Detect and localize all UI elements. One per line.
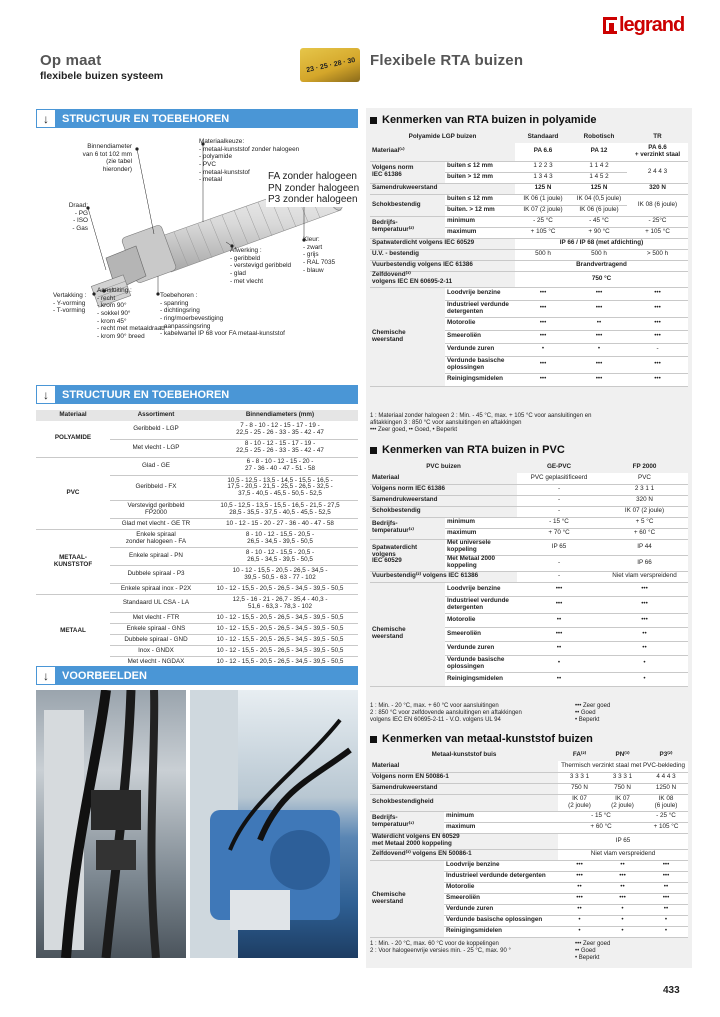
tape-text: 23 · 25 · 28 · 30 bbox=[305, 56, 356, 75]
t1-samen-rob: 125 N bbox=[571, 183, 627, 194]
t3-volgens-fa: 3 3 3 1 bbox=[558, 772, 601, 783]
t2-chem-rating: •• bbox=[517, 613, 601, 627]
t1-uv-std: 500 h bbox=[515, 249, 571, 260]
t2-tmin-ge: - 15 °C bbox=[517, 517, 601, 528]
t3-samen-fa: 750 N bbox=[558, 783, 601, 794]
t2-vuur-ge: - bbox=[517, 571, 601, 582]
t2-row-ge: - bbox=[517, 484, 601, 495]
t3-schok-label: Schokbestendigheid bbox=[370, 794, 558, 811]
t1-zelf-label: Zelfdovend⁽³⁾ volgens IEC EN 60695-2-11 bbox=[370, 271, 515, 287]
t3-tmax-label: maximum bbox=[444, 822, 558, 833]
t1-chem-rating: • bbox=[571, 343, 627, 356]
t1-s1-label: buiten ≤ 12 mm bbox=[445, 194, 515, 205]
t1-materiaal-tr: PA 6.6 + verzinkt staal bbox=[627, 143, 688, 161]
t2-chem-rating: ••• bbox=[601, 596, 688, 613]
section-pvc-title: Kenmerken van RTA buizen in PVC bbox=[382, 444, 565, 456]
t3-schok-p3: IK 08 (6 joule) bbox=[644, 794, 688, 811]
t3-chem-rating: •• bbox=[644, 882, 688, 893]
t1-volgens: Volgens norm IEC 61386 bbox=[370, 161, 445, 183]
t1-samen-tr: 320 N bbox=[627, 183, 688, 194]
t2-sp2-fp: IP 66 bbox=[601, 555, 688, 571]
banner-structure-2 bbox=[36, 385, 358, 404]
section-polyamide bbox=[370, 114, 597, 126]
assortiment-cell: Met vlecht - LGP bbox=[110, 439, 202, 457]
t1-chem-item: Verdunde basische oplossingen bbox=[445, 356, 515, 373]
assortiment-cell: Inox - GNDX bbox=[110, 646, 202, 657]
t1-chem-item: Smeeroliën bbox=[445, 330, 515, 343]
t3-chem-item: Reinigingsmidelen bbox=[444, 926, 558, 937]
t2-chem-item: Verdunde basische oplossingen bbox=[445, 655, 517, 672]
t1-tmax-std: + 105 °C bbox=[515, 227, 571, 238]
t1-head-1: Standaard bbox=[527, 133, 559, 141]
t2-sp1-label: Met universele koppeling bbox=[445, 539, 517, 555]
t1-s2-label: buiten. > 12 mm bbox=[445, 205, 515, 216]
square-bullet-icon bbox=[370, 736, 377, 743]
t1-tmin-tr: - 25°C bbox=[627, 216, 688, 227]
t2-tmax-fp: + 60 °C bbox=[601, 528, 688, 539]
material-cell: PVC bbox=[36, 457, 110, 530]
t2-chem-rating: •• bbox=[517, 672, 601, 686]
t1-chem-rating: ••• bbox=[515, 317, 571, 330]
assortiment-cell: Glad met vlecht - GE TR bbox=[110, 519, 202, 530]
t2-chem-rating: ••• bbox=[517, 596, 601, 613]
t2-head-1: GE-PVC bbox=[546, 463, 572, 471]
assortiment-cell: Met vlecht - FTR bbox=[110, 613, 202, 624]
t3-zelf-val: Niet vlam verspreidend bbox=[558, 849, 688, 860]
arrow-down-icon: ↓ bbox=[36, 385, 56, 404]
t2-sp1-ge: IP 65 bbox=[517, 539, 601, 555]
banner-label: STRUCTUUR EN TOEBEHOREN bbox=[62, 388, 230, 401]
t3-water-val: IP 65 bbox=[558, 833, 688, 849]
t2-temp: Bedrijfs- temperatuur⁽¹⁾ bbox=[370, 517, 445, 539]
diameters-cell: 7 - 8 - 10 - 12 - 15 - 17 - 19 - 22,5 - 25 - 26 - 33 - 35 - 42 - 47 bbox=[202, 421, 358, 439]
t3-samen-pn: 750 N bbox=[601, 783, 644, 794]
diameters-cell: 8 - 10 - 12 - 15,5 - 20,5 - 26,5 - 34,5 - 39,5 - 50,5 bbox=[202, 548, 358, 566]
label-afwerking: Afwerking : - geribbeld - verstevigd geribbeld - glad - met vlecht bbox=[230, 247, 292, 285]
t3-chem-rating: ••• bbox=[558, 893, 601, 904]
t2-head-0: PVC buizen bbox=[426, 463, 461, 471]
t2-row-label: Volgens norm IEC 61386 bbox=[370, 484, 517, 495]
t1-head-2: Robotisch bbox=[583, 133, 615, 141]
section-metaal-title: Kenmerken van metaal-kunststof buizen bbox=[382, 733, 593, 745]
diameters-cell: 10 - 12 - 15,5 - 20,5 - 26,5 - 34,5 - 39,5 - 50,5 bbox=[202, 646, 358, 657]
t2-vuur-label: Vuurbestendig⁽²⁾ volgens IEC 61386 bbox=[370, 571, 517, 582]
t3-chem-rating: ••• bbox=[601, 871, 644, 882]
t1-chem-rating: ••• bbox=[627, 317, 688, 330]
t3-chem-rating: •• bbox=[558, 882, 601, 893]
t3-schok-pn: IK 07 (2 joule) bbox=[601, 794, 644, 811]
brand-name: legrand bbox=[619, 13, 685, 36]
t3-materiaal-val: Thermisch verzinkt staal met PVC-bekleding bbox=[558, 761, 688, 772]
t3-head-3: P3⁽²⁾ bbox=[659, 751, 673, 759]
table-row bbox=[370, 506, 688, 517]
t2-chem-rating: ••• bbox=[601, 613, 688, 627]
diameters-cell: 10 - 12 - 15,5 - 20,5 - 26,5 - 34,5 - 39,5 - 50,5 bbox=[202, 613, 358, 624]
t3-chem-rating: • bbox=[601, 904, 644, 915]
label-toebehoren: Toebehoren : - spanring - dichtingsring - ring/moerbevestiging - aanpassingsring - kabelwartel IP 68 voor FA metaal-kunststof bbox=[160, 292, 285, 338]
table-row bbox=[370, 495, 688, 506]
t1-tmax-tr: + 105 °C bbox=[627, 227, 688, 238]
diameters-cell: 10 - 12 - 15 - 20 - 27 - 36 - 40 - 47 - 58 bbox=[202, 519, 358, 530]
banner-label: VOORBEELDEN bbox=[62, 669, 147, 682]
diameters-cell: 10,5 - 12,5 - 13,5 - 15,5 - 16,5 - 21,5 - 27,5 28,5 - 35,5 - 37,5 - 40,5 - 45,5 - 52,5 bbox=[202, 501, 358, 519]
t1-chem-rating: ••• bbox=[515, 373, 571, 386]
t1-schok: Schokbestendig bbox=[370, 194, 445, 216]
t1-temp: Bedrijfs- temperatuur⁽²⁾ bbox=[370, 216, 445, 238]
t2-tmin-label: minimum bbox=[445, 517, 517, 528]
t1-chem-rating: ••• bbox=[571, 356, 627, 373]
t1-chem-rating: ••• bbox=[515, 287, 571, 300]
arrow-down-icon: ↓ bbox=[36, 109, 56, 128]
t2-chem-label: Chemische weerstand bbox=[370, 582, 445, 686]
legrand-logo-mark bbox=[603, 17, 617, 34]
diameters-cell: 10 - 12 - 15,5 - 20,5 - 26,5 - 34,5 - 39,5 - 50,5 bbox=[202, 624, 358, 635]
t2-chem-rating: • bbox=[601, 672, 688, 686]
assortiment-cell: Geribbeld - FX bbox=[110, 475, 202, 501]
t1-chem-rating: ••• bbox=[515, 300, 571, 317]
t3-chem-rating: ••• bbox=[601, 893, 644, 904]
t2-tmax-ge: + 70 °C bbox=[517, 528, 601, 539]
t2-row-ge: - bbox=[517, 506, 601, 517]
t2-sp2-ge: - bbox=[517, 555, 601, 571]
t3-volgens-p3: 4 4 4 3 bbox=[644, 772, 688, 783]
t2-chem-item: Loodvrije benzine bbox=[445, 582, 517, 596]
label-aansluiting: Aansluiting : - recht - krom 90° - sokkel 90° - krom 45° - recht met metaaldraad - krom 90° breed bbox=[97, 287, 165, 341]
t1-chem-item: Reinigingsmidelen bbox=[445, 373, 515, 386]
t3-chem-item: Loodvrije benzine bbox=[444, 860, 558, 871]
t3-tmax-p3: + 105 °C bbox=[644, 822, 688, 833]
t3-samen-p3: 1250 N bbox=[644, 783, 688, 794]
t3-tmin-label: minimum bbox=[444, 811, 558, 822]
t1-chem-rating: ••• bbox=[515, 356, 571, 373]
col-header-assortiment: Assortiment bbox=[137, 411, 175, 419]
table-row bbox=[370, 484, 688, 495]
t2-chem-rating: •• bbox=[517, 641, 601, 655]
t2-row-fp: 320 N bbox=[601, 495, 688, 506]
table-row bbox=[36, 530, 358, 548]
t1-v2-rob: 1 4 5 2 bbox=[571, 172, 627, 183]
t3-chem-rating: • bbox=[644, 915, 688, 926]
chem-row bbox=[370, 287, 688, 300]
diameter-table bbox=[36, 410, 358, 668]
assortiment-cell: Met vlecht - NGDAX bbox=[110, 657, 202, 668]
assortiment-cell: Standaard UL CSA - LA bbox=[110, 595, 202, 613]
t1-materiaal-label: Materiaal⁽¹⁾ bbox=[370, 143, 515, 161]
t2-chem-rating: • bbox=[601, 655, 688, 672]
t2-chem-rating: •• bbox=[601, 641, 688, 655]
t3-head-2: PN⁽³⁾ bbox=[615, 751, 630, 759]
t1-vuur-val: Brandvertragend bbox=[515, 260, 688, 271]
section-polyamide-title: Kenmerken van RTA buizen in polyamide bbox=[382, 114, 597, 126]
t3-tmin-p3: - 25 °C bbox=[644, 811, 688, 822]
t2-chem-item: Industrieel verdunde detergenten bbox=[445, 596, 517, 613]
t1-v-tr: 2 4 4 3 bbox=[627, 161, 688, 183]
overlay-halogeen: FA zonder halogeen PN zonder halogeen P3 zonder halogeen bbox=[268, 171, 360, 205]
t1-chem-rating: ••• bbox=[571, 330, 627, 343]
t1-uv-rob: 500 h bbox=[571, 249, 627, 260]
t3-chem-rating: •• bbox=[601, 882, 644, 893]
measuring-tape-image bbox=[300, 48, 360, 82]
banner-structure-1 bbox=[36, 109, 358, 128]
assortiment-cell: Enkele spiraal inox - P2X bbox=[110, 584, 202, 595]
t2-sp2-label: Met Metaal 2000 koppeling bbox=[445, 555, 517, 571]
assortiment-cell: Enkele spiraal - GNS bbox=[110, 624, 202, 635]
t1-v1-rob: 1 1 4 2 bbox=[571, 161, 627, 172]
t2-vuur-fp: Niet vlam verspreidend bbox=[601, 571, 688, 582]
t3-chem-rating: • bbox=[558, 915, 601, 926]
banner-label: STRUCTUUR EN TOEBEHOREN bbox=[62, 112, 230, 125]
t1-tmax-rob: + 90 °C bbox=[571, 227, 627, 238]
t2-row-fp: 2 3 1 1 bbox=[601, 484, 688, 495]
assortiment-cell: Verstevigd geribbeld FP2000 bbox=[110, 501, 202, 519]
t1-s2-rob: IK 06 (6 joule) bbox=[571, 205, 627, 216]
t3-chem-label: Chemische weerstand bbox=[370, 860, 444, 937]
section-metaal bbox=[370, 733, 593, 745]
t1-v1-label: buiten ≤ 12 mm bbox=[445, 161, 515, 172]
t3-chem-rating: ••• bbox=[644, 871, 688, 882]
t3-materiaal-label: Materiaal bbox=[370, 761, 558, 772]
polyamide-table bbox=[370, 132, 688, 387]
t2-row-label: Samendrukweerstand bbox=[370, 495, 517, 506]
chem-row bbox=[370, 860, 688, 871]
t3-note-left: 1 : Min. - 20 °C, max. 60 °C voor de koppelingen 2 : Voor halogeenvrije versies min. - 25 °C, max. 90 ° bbox=[370, 941, 511, 955]
table-row bbox=[370, 473, 688, 484]
t1-chem-rating: • bbox=[515, 343, 571, 356]
label-binnendiameter: Binnendiameter van 6 tot 102 mm (zie tabel hieronder) bbox=[82, 143, 132, 174]
t3-chem-rating: ••• bbox=[644, 893, 688, 904]
t3-head-1: FA⁽²⁾ bbox=[572, 751, 587, 759]
assortiment-cell: Dubbele spiraal - GND bbox=[110, 635, 202, 646]
table-row bbox=[36, 421, 358, 439]
t2-tmin-fp: + 5 °C bbox=[601, 517, 688, 528]
table-row bbox=[36, 457, 358, 475]
t2-row-fp: PVC bbox=[601, 473, 688, 484]
t2-sp1-fp: IP 44 bbox=[601, 539, 688, 555]
arrow-down-icon: ↓ bbox=[36, 666, 56, 685]
t2-note-left: 1 : Min. - 20 °C, max. + 60 °C voor aansluitingen 2 : 850 °C voor zelfdovende aansluitingen en aftakkingen volgens IEC EN 60695-2-11 - V.O. volgens UL 94 bbox=[370, 703, 522, 724]
material-cell: POLYAMIDE bbox=[36, 421, 110, 457]
material-cell: METAAL- KUNSTSTOF bbox=[36, 530, 110, 595]
t1-head-0: Polyamide LGP buizen bbox=[408, 133, 477, 141]
t1-samen-label: Samendrukweerstand bbox=[370, 183, 515, 194]
page-title-right: Flexibele RTA buizen bbox=[370, 52, 524, 69]
assortiment-cell: Geribbeld - LGP bbox=[110, 421, 202, 439]
photo-1-cables bbox=[36, 690, 186, 958]
t3-chem-rating: ••• bbox=[558, 871, 601, 882]
t2-tmax-label: maximum bbox=[445, 528, 517, 539]
t2-chem-rating: ••• bbox=[517, 582, 601, 596]
t2-row-fp: IK 07 (2 joule) bbox=[601, 506, 688, 517]
t1-s2-std: IK 07 (2 joule) bbox=[515, 205, 571, 216]
assortiment-cell: Enkele spiraal - PN bbox=[110, 548, 202, 566]
t3-chem-rating: • bbox=[601, 915, 644, 926]
t3-volgens-label: Volgens norm EN 50086-1 bbox=[370, 772, 558, 783]
legrand-logo bbox=[603, 14, 684, 36]
t1-materiaal-std: PA 6.6 bbox=[515, 143, 571, 161]
diameters-cell: 8 - 10 - 12 - 15,5 - 20,5 - 26,5 - 34,5 - 39,5 - 50,5 bbox=[202, 530, 358, 548]
example-photo-2 bbox=[190, 690, 358, 958]
t3-volgens-pn: 3 3 3 1 bbox=[601, 772, 644, 783]
col-header-materiaal: Materiaal bbox=[59, 411, 87, 419]
t2-chem-item: Reinigingsmidelen bbox=[445, 672, 517, 686]
t1-chem-item: Verdunde zuren bbox=[445, 343, 515, 356]
t1-v2-label: buiten > 12 mm bbox=[445, 172, 515, 183]
page-subtitle-left: flexibele buizen systeem bbox=[40, 70, 164, 82]
diameters-cell: 8 - 10 - 12 - 15 - 17 - 19 - 22,5 - 25 - 26 - 33 - 35 - 42 - 47 bbox=[202, 439, 358, 457]
t3-tmin-fapn: - 15 °C bbox=[558, 811, 644, 822]
t1-chem-item: Industrieel verdunde detergenten bbox=[445, 300, 515, 317]
material-cell: METAAL bbox=[36, 595, 110, 668]
assortiment-cell: Dubbele spiraal - P3 bbox=[110, 566, 202, 584]
t1-chem-rating: ••• bbox=[571, 300, 627, 317]
t1-uv-tr: > 500 h bbox=[627, 249, 688, 260]
t1-chem-rating: ••• bbox=[571, 287, 627, 300]
diameters-cell: 10 - 12 - 15,5 - 20,5 - 26,5 - 34,5 - 39,5 - 50,5 bbox=[202, 657, 358, 668]
t3-head-0: Metaal-kunststof buis bbox=[431, 751, 497, 759]
t1-s1-std: IK 06 (1 joule) bbox=[515, 194, 571, 205]
t1-tmin-std: - 25 °C bbox=[515, 216, 571, 227]
assortiment-cell: Enkele spiraal zonder halogeen - FA bbox=[110, 530, 202, 548]
t1-note: 1 : Materiaal zonder halogeen 2 : Min. - 45 °C, max. + 105 °C voor aansluitingen en afitakkingen 3 : 850 °C voor aansluitingen en aftakkingen ••• Zeer goed, •• Goed, • Beperkt bbox=[370, 413, 592, 434]
t2-head-2: FP 2000 bbox=[632, 463, 657, 471]
t1-chem-rating: ••• bbox=[515, 330, 571, 343]
t2-chem-rating: • bbox=[517, 655, 601, 672]
t1-uv-label: U.V. - bestendig bbox=[370, 249, 515, 260]
t3-chem-rating: ••• bbox=[558, 860, 601, 871]
t3-chem-rating: • bbox=[558, 926, 601, 937]
example-photo-1 bbox=[36, 690, 186, 958]
t3-chem-item: Industrieel verdunde detergenten bbox=[444, 871, 558, 882]
t1-s1-rob: IK 04 (0,5 joule) bbox=[571, 194, 627, 205]
t3-chem-rating: •• bbox=[558, 904, 601, 915]
t2-chem-rating: ••• bbox=[601, 582, 688, 596]
t3-schok-fa: IK 07 (2 joule) bbox=[558, 794, 601, 811]
t1-chem-item: Loodvrije benzine bbox=[445, 287, 515, 300]
t1-materiaal-rob: PA 12 bbox=[571, 143, 627, 161]
pvc-table bbox=[370, 462, 688, 687]
section-pvc bbox=[370, 444, 565, 456]
t2-row-ge: PVC geplasitificeerd bbox=[517, 473, 601, 484]
t1-zelf-val: 750 °C bbox=[515, 271, 688, 287]
t3-note-right: ••• Zeer goed •• Goed • Beperkt bbox=[575, 941, 611, 962]
diameters-cell: 10 - 12 - 15,5 - 20,5 - 26,5 - 34,5 - 39,5 - 50,5 bbox=[202, 584, 358, 595]
t3-water-label: Waterdicht volgens EN 60529 met Metaal 2000 koppeling bbox=[370, 833, 558, 849]
t1-samen-std: 125 N bbox=[515, 183, 571, 194]
chem-row bbox=[370, 582, 688, 596]
t1-s-tr: IK 08 (6 joule) bbox=[627, 194, 688, 216]
metaal-table bbox=[370, 750, 688, 938]
col-header-diameters: Binnendiameters (mm) bbox=[245, 411, 315, 419]
t2-chem-rating: •• bbox=[601, 627, 688, 641]
t1-tmin-rob: - 45 °C bbox=[571, 216, 627, 227]
t2-chem-rating: ••• bbox=[517, 627, 601, 641]
t3-chem-rating: • bbox=[601, 926, 644, 937]
photo-2-machine bbox=[190, 690, 358, 958]
square-bullet-icon bbox=[370, 117, 377, 124]
t1-tmin-label: minimum bbox=[445, 216, 515, 227]
t2-row-ge: - bbox=[517, 495, 601, 506]
assortiment-cell: Glad - GE bbox=[110, 457, 202, 475]
t1-chem-rating: ••• bbox=[627, 300, 688, 317]
diameters-cell: 12,5 - 16 - 21 - 26,7 - 35,4 - 40,3 - 51,6 - 63,3 - 78,3 - 102 bbox=[202, 595, 358, 613]
t2-note-right: ••• Zeer goed •• Goed • Beperkt bbox=[575, 703, 611, 724]
t1-chem-item: Motorolie bbox=[445, 317, 515, 330]
t1-head-3: TR bbox=[653, 133, 662, 141]
t1-chem-label: Chemische weerstand bbox=[370, 287, 445, 386]
t2-row-label: Schokbestendig bbox=[370, 506, 517, 517]
t2-chem-item: Motorolie bbox=[445, 613, 517, 627]
label-kleur: Kleur: - zwart - grijs - RAL 7035 - blauw bbox=[303, 236, 336, 274]
diameters-cell: 6 - 8 - 10 - 12 - 15 - 20 - 27 - 36 - 40 - 47 - 51 - 58 bbox=[202, 457, 358, 475]
t3-chem-item: Smeeroliën bbox=[444, 893, 558, 904]
t1-chem-rating: ••• bbox=[627, 287, 688, 300]
square-bullet-icon bbox=[370, 447, 377, 454]
diameters-cell: 10,5 - 12,5 - 13,5 - 14,5 - 15,5 - 16,5 - 17,5 - 20,5 - 21,5 - 25,5 - 26,5 - 32,5 - 37,5 - 40,5 - 45,5 - 50,5 - 52,5 bbox=[202, 475, 358, 501]
t3-chem-rating: • bbox=[644, 926, 688, 937]
table-row bbox=[36, 595, 358, 613]
t3-samen-label: Samendrukweerstand bbox=[370, 783, 558, 794]
page-number: 433 bbox=[663, 985, 680, 996]
t2-spat: Spatwaterdicht volgens IEC 60529 bbox=[370, 539, 445, 571]
page-title-left: Op maat bbox=[40, 52, 102, 69]
t3-chem-item: Motorolie bbox=[444, 882, 558, 893]
t1-chem-rating: ••• bbox=[627, 330, 688, 343]
t2-chem-item: Smeeroliën bbox=[445, 627, 517, 641]
t1-v2-std: 1 3 4 3 bbox=[515, 172, 571, 183]
t1-chem-rating: •• bbox=[571, 317, 627, 330]
t1-chem-rating: ••• bbox=[571, 373, 627, 386]
t1-vuur-label: Vuurbestendig volgens IEC 61386 bbox=[370, 260, 515, 271]
t1-spat-val: IP 66 / IP 68 (met afdichting) bbox=[515, 238, 688, 249]
t3-zelf-label: Zelfdovend⁽³⁾ volgens EN 50086-1 bbox=[370, 849, 558, 860]
t1-spat-label: Spatwaterdicht volgens IEC 60529 bbox=[370, 238, 515, 249]
t3-chem-rating: ••• bbox=[644, 860, 688, 871]
t1-v1-std: 1 2 2 3 bbox=[515, 161, 571, 172]
t3-chem-item: Verdunde basische oplossingen bbox=[444, 915, 558, 926]
label-materiaal: Materiaalkeuze: - metaal-kunststof zonder halogeen - polyamide - PVC - metaal-kunststof - metaal bbox=[199, 138, 300, 184]
t2-chem-item: Verdunde zuren bbox=[445, 641, 517, 655]
diameters-cell: 10 - 12 - 15,5 - 20,5 - 26,5 - 34,5 - 39,5 - 50,5 - 63 - 77 - 102 bbox=[202, 566, 358, 584]
t3-temp: Bedrijfs- temperatuur⁽¹⁾ bbox=[370, 811, 444, 833]
t1-chem-rating: ••• bbox=[627, 373, 688, 386]
t1-chem-rating: - bbox=[627, 343, 688, 356]
diameters-cell: 10 - 12 - 15,5 - 20,5 - 26,5 - 34,5 - 39,5 - 50,5 bbox=[202, 635, 358, 646]
label-draad: Draad: - PG - ISO - Gas bbox=[68, 202, 88, 233]
t1-tmax-label: maximum bbox=[445, 227, 515, 238]
t2-row-label: Materiaal bbox=[370, 473, 517, 484]
banner-examples bbox=[36, 666, 358, 685]
t3-chem-rating: •• bbox=[601, 860, 644, 871]
label-vertakking: Vertakking : - Y-vorming - T-vorming bbox=[53, 292, 87, 315]
t1-chem-rating: ••• bbox=[627, 356, 688, 373]
t3-chem-rating: •• bbox=[644, 904, 688, 915]
t3-chem-item: Verdunde zuren bbox=[444, 904, 558, 915]
t3-tmax-fapn: + 60 °C bbox=[558, 822, 644, 833]
